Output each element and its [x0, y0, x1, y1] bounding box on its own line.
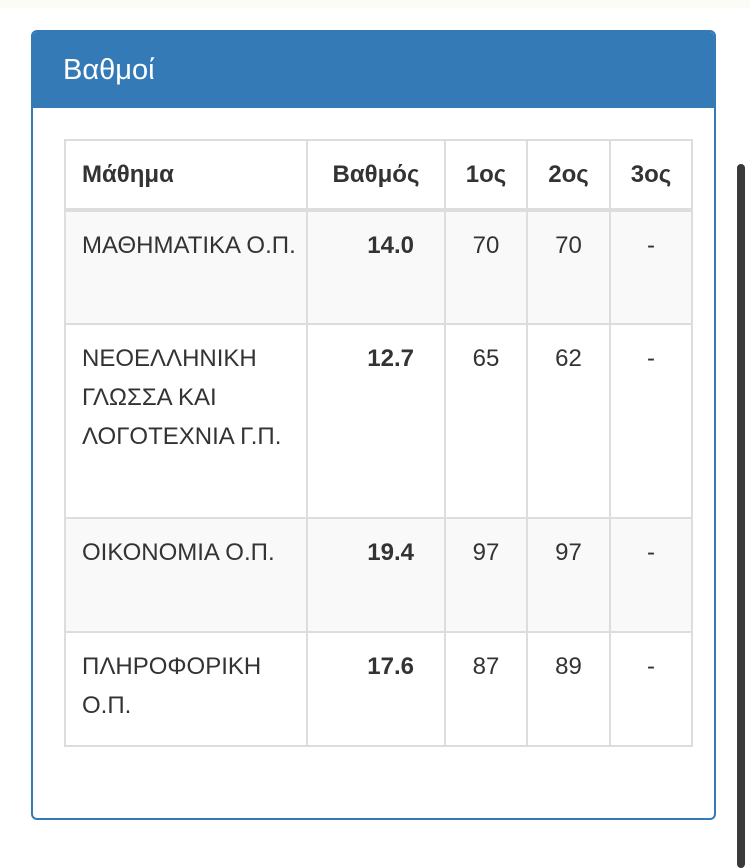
table-row: [65, 210, 692, 324]
term3-cell: -: [610, 210, 692, 324]
grades-table-wrapper: [64, 139, 693, 747]
grade-cell: 12.7: [307, 324, 445, 518]
term2-cell: 70: [527, 210, 610, 324]
term1-cell: 70: [445, 210, 527, 324]
panel-heading: [33, 32, 714, 108]
header-row: [65, 140, 692, 210]
term3-cell: -: [610, 632, 692, 746]
top-strip: [0, 0, 750, 8]
term1-cell: 97: [445, 518, 527, 632]
header-grade: Βαθμός: [307, 140, 445, 210]
grades-panel: [31, 30, 716, 820]
term1-cell: 65: [445, 324, 527, 518]
header-subject: Μάθημα: [65, 140, 307, 210]
grade-cell: 19.4: [307, 518, 445, 632]
table-row: [65, 632, 692, 746]
grades-table-body: [65, 210, 692, 746]
header-term3: 3ος: [610, 140, 692, 210]
header-term1: 1ος: [445, 140, 527, 210]
subject-cell: ΝΕΟΕΛΛΗΝΙΚΗ ΓΛΩΣΣΑ ΚΑΙ ΛΟΓΟΤΕΧΝΙΑ Γ.Π.: [65, 324, 307, 518]
term2-cell: 89: [527, 632, 610, 746]
grade-cell: 17.6: [307, 632, 445, 746]
grades-table-header: [65, 140, 692, 210]
subject-cell: ΠΛΗΡΟΦΟΡΙΚΗ Ο.Π.: [65, 632, 307, 746]
term2-cell: 97: [527, 518, 610, 632]
term2-cell: 62: [527, 324, 610, 518]
subject-cell: ΟΙΚΟΝΟΜΙΑ Ο.Π.: [65, 518, 307, 632]
panel-title: Βαθμοί: [63, 53, 155, 86]
term3-cell: -: [610, 324, 692, 518]
term3-cell: -: [610, 518, 692, 632]
table-row: [65, 518, 692, 632]
subject-cell: ΜΑΘΗΜΑΤΙΚΑ Ο.Π.: [65, 210, 307, 324]
grade-cell: 14.0: [307, 210, 445, 324]
table-row: [65, 324, 692, 518]
term1-cell: 87: [445, 632, 527, 746]
header-term2: 2ος: [527, 140, 610, 210]
vertical-scrollbar[interactable]: [737, 164, 745, 868]
grades-table: [64, 139, 693, 747]
